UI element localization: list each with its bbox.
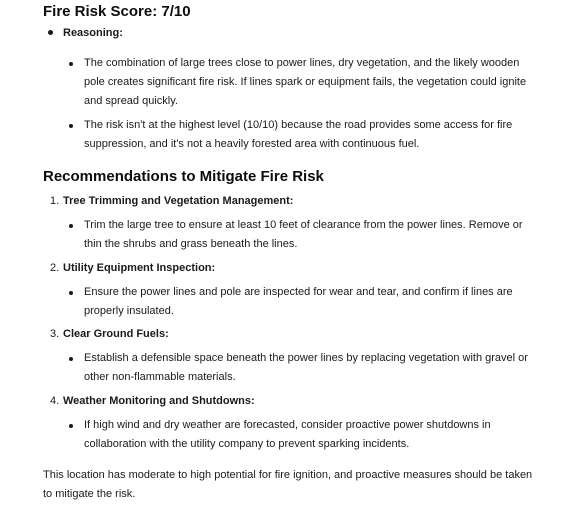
bullet-icon xyxy=(69,291,73,295)
recommendation-title: Utility Equipment Inspection: xyxy=(63,262,216,274)
reasoning-label: Reasoning: xyxy=(63,27,123,39)
recommendation-detail: If high wind and dry weather are forecasted, consider proactive power shutdowns in collaboration with the utility company to prevent sparking incidents. xyxy=(84,416,534,454)
recommendation-title: Tree Trimming and Vegetation Management: xyxy=(63,195,294,207)
bullet-icon xyxy=(69,357,73,361)
bullet-icon xyxy=(69,62,73,66)
fire-risk-score-heading: Fire Risk Score: 7/10 xyxy=(43,3,191,20)
bullet-icon xyxy=(48,28,54,34)
recommendation-title: Weather Monitoring and Shutdowns: xyxy=(63,395,255,407)
recommendations-heading: Recommendations to Mitigate Fire Risk xyxy=(43,168,324,185)
recommendation-detail: Trim the large tree to ensure at least 10 feet of clearance from the power lines. Remove or thin the shrubs and grass beneath the lines. xyxy=(84,216,534,254)
bullet-icon xyxy=(69,124,73,128)
reasoning-point: The combination of large trees close to power lines, dry vegetation, and the likely wooden pole creates significant fire risk. If lines spark or equipment fails, the vegetation could ignite and spread quickly. xyxy=(84,54,534,111)
bullet-icon xyxy=(69,224,73,228)
recommendation-detail: Establish a defensible space beneath the power lines by replacing vegetation with gravel or other non-flammable materials. xyxy=(84,349,534,387)
reasoning-point: The risk isn't at the highest level (10/10) because the road provides some access for fire suppression, and it's not a heavily forested area with continuous fuel. xyxy=(84,116,534,154)
list-number: 3. xyxy=(50,328,60,340)
conclusion-paragraph: This location has moderate to high potential for fire ignition, and proactive measures should be taken to mitigate the risk. xyxy=(43,469,533,500)
list-number: 1. xyxy=(50,195,60,207)
list-number: 4. xyxy=(50,395,60,407)
bullet-icon xyxy=(69,424,73,428)
recommendation-detail: Ensure the power lines and pole are inspected for wear and tear, and confirm if lines are properly insulated. xyxy=(84,283,534,321)
list-number: 2. xyxy=(50,262,60,274)
recommendation-title: Clear Ground Fuels: xyxy=(63,328,169,340)
